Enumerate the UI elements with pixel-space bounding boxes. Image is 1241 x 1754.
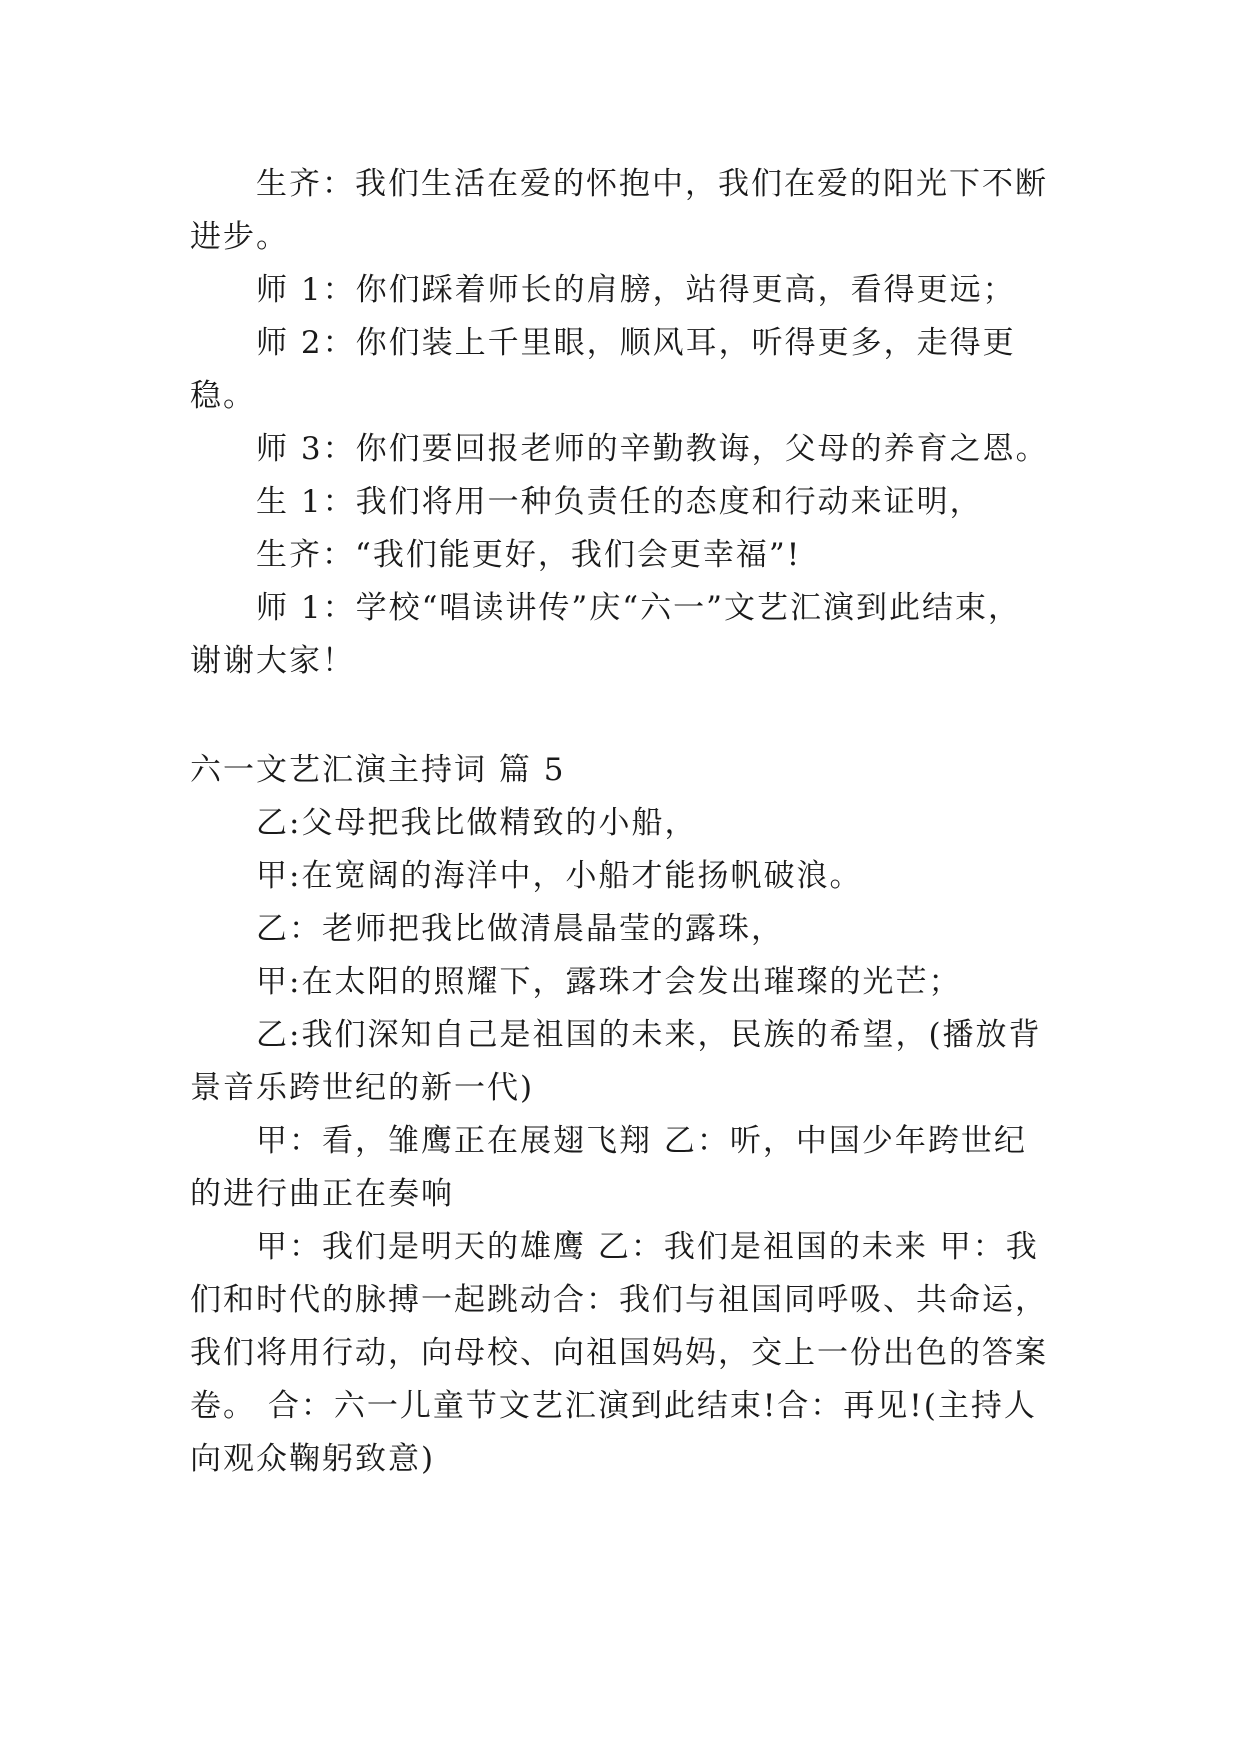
section-heading: 六一文艺汇演主持词 篇 5 [190, 752, 566, 788]
paragraph: 师 3：你们要回报老师的辛勤教诲，父母的养育之恩。 [256, 431, 1049, 467]
paragraph: 师 2：你们装上千里眼，顺风耳，听得更多，走得更稳。 [190, 325, 1016, 414]
paragraph: 生齐：“我们能更好，我们会更幸福”! [256, 537, 802, 573]
paragraph: 甲：看，雏鹰正在展翅飞翔 乙：听，中国少年跨世纪的进行曲正在奏响 [190, 1123, 1027, 1212]
document-body [190, 158, 1050, 1486]
paragraph: 乙:父母把我比做精致的小船， [256, 805, 698, 841]
paragraph: 师 1：学校“唱读讲传”庆“六一”文艺汇演到此结束，谢谢大家！ [190, 590, 1021, 679]
paragraph: 甲：我们是明天的雄鹰 乙：我们是祖国的未来 甲：我们和时代的脉搏一起跳动合：我们与祖国同呼吸、共命运，我们将用行动，向母校、向祖国妈妈，交上一份出色的答案卷。 合：六一儿童节文艺汇演到此结束!合：再见!(主持人向观众鞠躬致意) [190, 1229, 1048, 1477]
paragraph: 乙：老师把我比做清晨晶莹的露珠， [256, 911, 784, 947]
paragraph: 生 1：我们将用一种负责任的态度和行动来证明， [256, 484, 983, 520]
paragraph: 生齐：我们生活在爱的怀抱中，我们在爱的阳光下不断进步。 [190, 166, 1048, 255]
paragraph: 甲:在宽阔的海洋中，小船才能扬帆破浪。 [256, 858, 863, 894]
paragraph: 甲:在太阳的照耀下，露珠才会发出璀璨的光芒； [256, 964, 962, 1000]
paragraph: 师 1：你们踩着师长的肩膀，站得更高，看得更远； [256, 272, 1016, 308]
paragraph: 乙:我们深知自己是祖国的未来，民族的希望，(播放背景音乐跨世纪的新一代) [190, 1017, 1042, 1106]
